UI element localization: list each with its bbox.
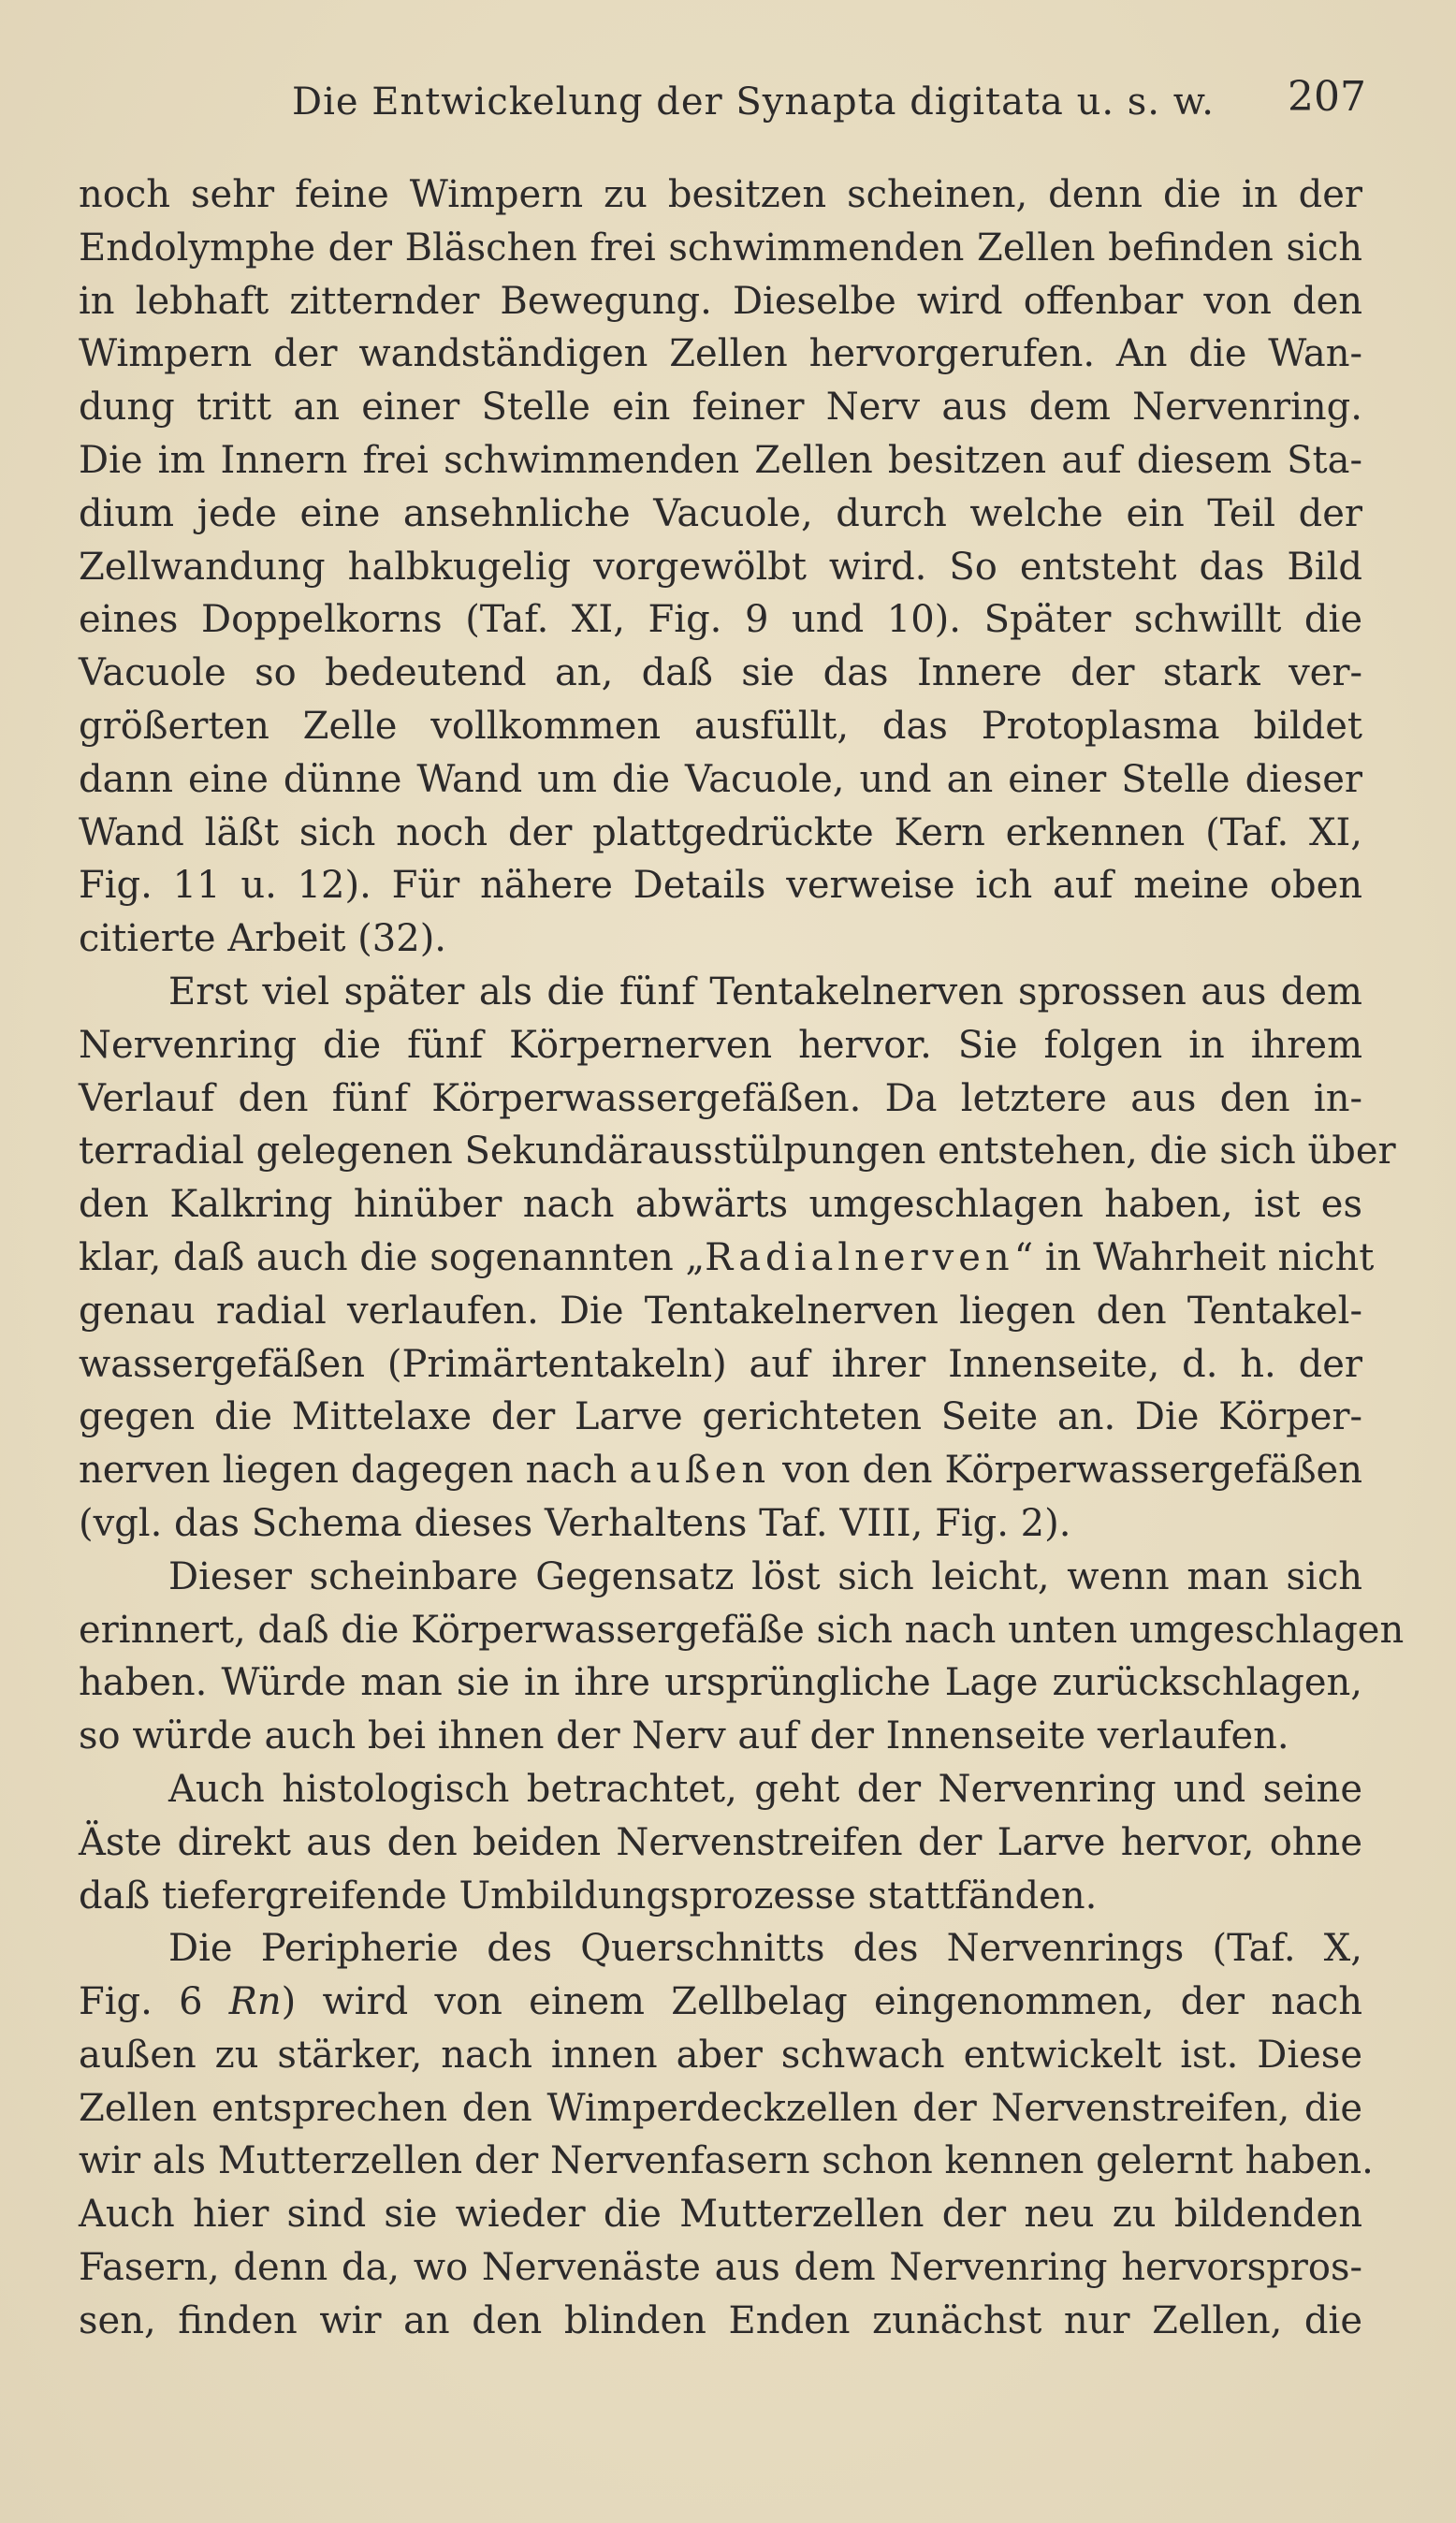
text-line: citierte Arbeit (32). xyxy=(79,917,447,961)
text-line: Die Peripherie des Querschnitts des Nervenrings (Taf. X, xyxy=(168,1927,1362,1971)
text-line: Zellen entsprechen den Wimperdeckzellen der Nervenstreifen, die xyxy=(79,2086,1362,2130)
text-line: Erst viel später als die fünf Tentakelnerven sprossen aus dem xyxy=(168,970,1362,1014)
text-line: wir als Mutterzellen der Nervenfasern schon kennen gelernt haben. xyxy=(79,2139,1374,2183)
text-line: (vgl. das Schema dieses Verhaltens Taf. VIII, Fig. 2). xyxy=(79,1501,1071,1545)
text-line: in lebhaft zitternder Bewegung. Dieselbe wird offenbar von den xyxy=(79,279,1362,323)
text-line: Auch histologisch betrachtet, geht der Nervenring und seine xyxy=(168,1767,1362,1811)
text-line: wassergefäßen (Primärtentakeln) auf ihrer Innenseite, d. h. der xyxy=(79,1342,1362,1386)
page-number: 207 xyxy=(1288,73,1366,121)
text-line: terradial gelegenen Sekundärausstülpungen entstehen, die sich über xyxy=(79,1130,1396,1174)
line-segment: ) wird von einem Zellbelag eingenommen, der nach xyxy=(281,1980,1362,2024)
line-segment: von den Körperwassergefäßen xyxy=(770,1449,1362,1493)
running-title: Die Entwickelung der Synapta digitata u. s. w. xyxy=(292,80,1215,124)
text-line: Fig. 11 u. 12). Für nähere Details verweise ich auf meine oben xyxy=(79,864,1362,908)
text-line-with-spaced-term xyxy=(79,1444,1362,1497)
line-segment: Fig. 6 xyxy=(79,1980,229,2024)
text-line: Endolymphe der Bläschen frei schwimmenden Zellen befinden sich xyxy=(79,226,1362,270)
text-line: dann eine dünne Wand um die Vacuole, und an einer Stelle dieser xyxy=(79,757,1362,801)
text-line: erinnert, daß die Körperwassergefäße sich nach unten umgeschlagen xyxy=(79,1608,1405,1652)
text-line: Fasern, denn da, wo Nervenäste aus dem Nervenring hervorspros- xyxy=(79,2246,1362,2290)
line-segment: “ in Wahrheit nicht xyxy=(1013,1235,1375,1279)
text-line: gegen die Mittelaxe der Larve gerichteten Seite an. Die Körper- xyxy=(79,1395,1362,1439)
text-line: so würde auch bei ihnen der Nerv auf der Innenseite verlaufen. xyxy=(79,1714,1289,1758)
text-line: Äste direkt aus den beiden Nervenstreifen der Larve hervor, ohne xyxy=(79,1820,1362,1864)
text-line-with-figure-reference xyxy=(79,1976,1362,2029)
spaced-term: außen xyxy=(629,1449,771,1493)
text-line: den Kalkring hinüber nach abwärts umgeschlagen haben, ist es xyxy=(79,1183,1362,1227)
text-line-with-spaced-term xyxy=(79,1232,1375,1285)
text-line: größerten Zelle vollkommen ausfüllt, das Protoplasma bildet xyxy=(79,704,1362,748)
text-line: Wimpern der wandständigen Zellen hervorgerufen. An die Wan- xyxy=(79,332,1362,376)
text-line: dung tritt an einer Stelle ein feiner Nerv aus dem Nervenring. xyxy=(79,386,1362,430)
line-segment: klar, daß auch die sogenannten „ xyxy=(79,1235,706,1279)
text-line: Verlauf den fünf Körperwassergefäßen. Da letztere aus den in- xyxy=(79,1076,1362,1120)
spaced-term: Radialnerven xyxy=(705,1235,1014,1279)
text-line: Dieser scheinbare Gegensatz löst sich leicht, wenn man sich xyxy=(168,1554,1362,1598)
text-line: Vacuole so bedeutend an, daß sie das Innere der stark ver- xyxy=(79,651,1362,695)
text-line: genau radial verlaufen. Die Tentakelnerven liegen den Tentakel- xyxy=(79,1289,1362,1333)
text-line: Wand läßt sich noch der plattgedrückte Kern erkennen (Taf. XI, xyxy=(79,810,1362,854)
text-line: Zellwandung halbkugelig vorgewölbt wird. So entsteht das Bild xyxy=(79,545,1362,589)
text-line: dium jede eine ansehnliche Vacuole, durch welche ein Teil der xyxy=(79,491,1362,535)
text-line: eines Doppelkorns (Taf. XI, Fig. 9 und 10). Später schwillt die xyxy=(79,598,1362,642)
text-line: sen, finden wir an den blinden Enden zunächst nur Zellen, die xyxy=(79,2298,1362,2342)
text-line: außen zu stärker, nach innen aber schwach entwickelt ist. Diese xyxy=(79,2033,1362,2077)
text-line: haben. Würde man sie in ihre ursprüngliche Lage zurückschlagen, xyxy=(79,1661,1362,1705)
body-text xyxy=(79,168,1405,2348)
running-head xyxy=(75,73,1366,129)
line-segment: nerven liegen dagegen nach xyxy=(79,1449,630,1493)
text-line: daß tiefergreifende Umbildungsprozesse stattfänden. xyxy=(79,1874,1098,1918)
text-line: noch sehr feine Wimpern zu besitzen scheinen, denn die in der xyxy=(79,173,1362,216)
text-line: Die im Innern frei schwimmenden Zellen besitzen auf diesem Sta- xyxy=(79,438,1362,482)
figure-label-rn: Rn xyxy=(228,1980,282,2024)
text-line: Auch hier sind sie wieder die Mutterzellen der neu zu bildenden xyxy=(79,2193,1362,2237)
text-line: Nervenring die fünf Körpernerven hervor. Sie folgen in ihrem xyxy=(79,1023,1362,1067)
